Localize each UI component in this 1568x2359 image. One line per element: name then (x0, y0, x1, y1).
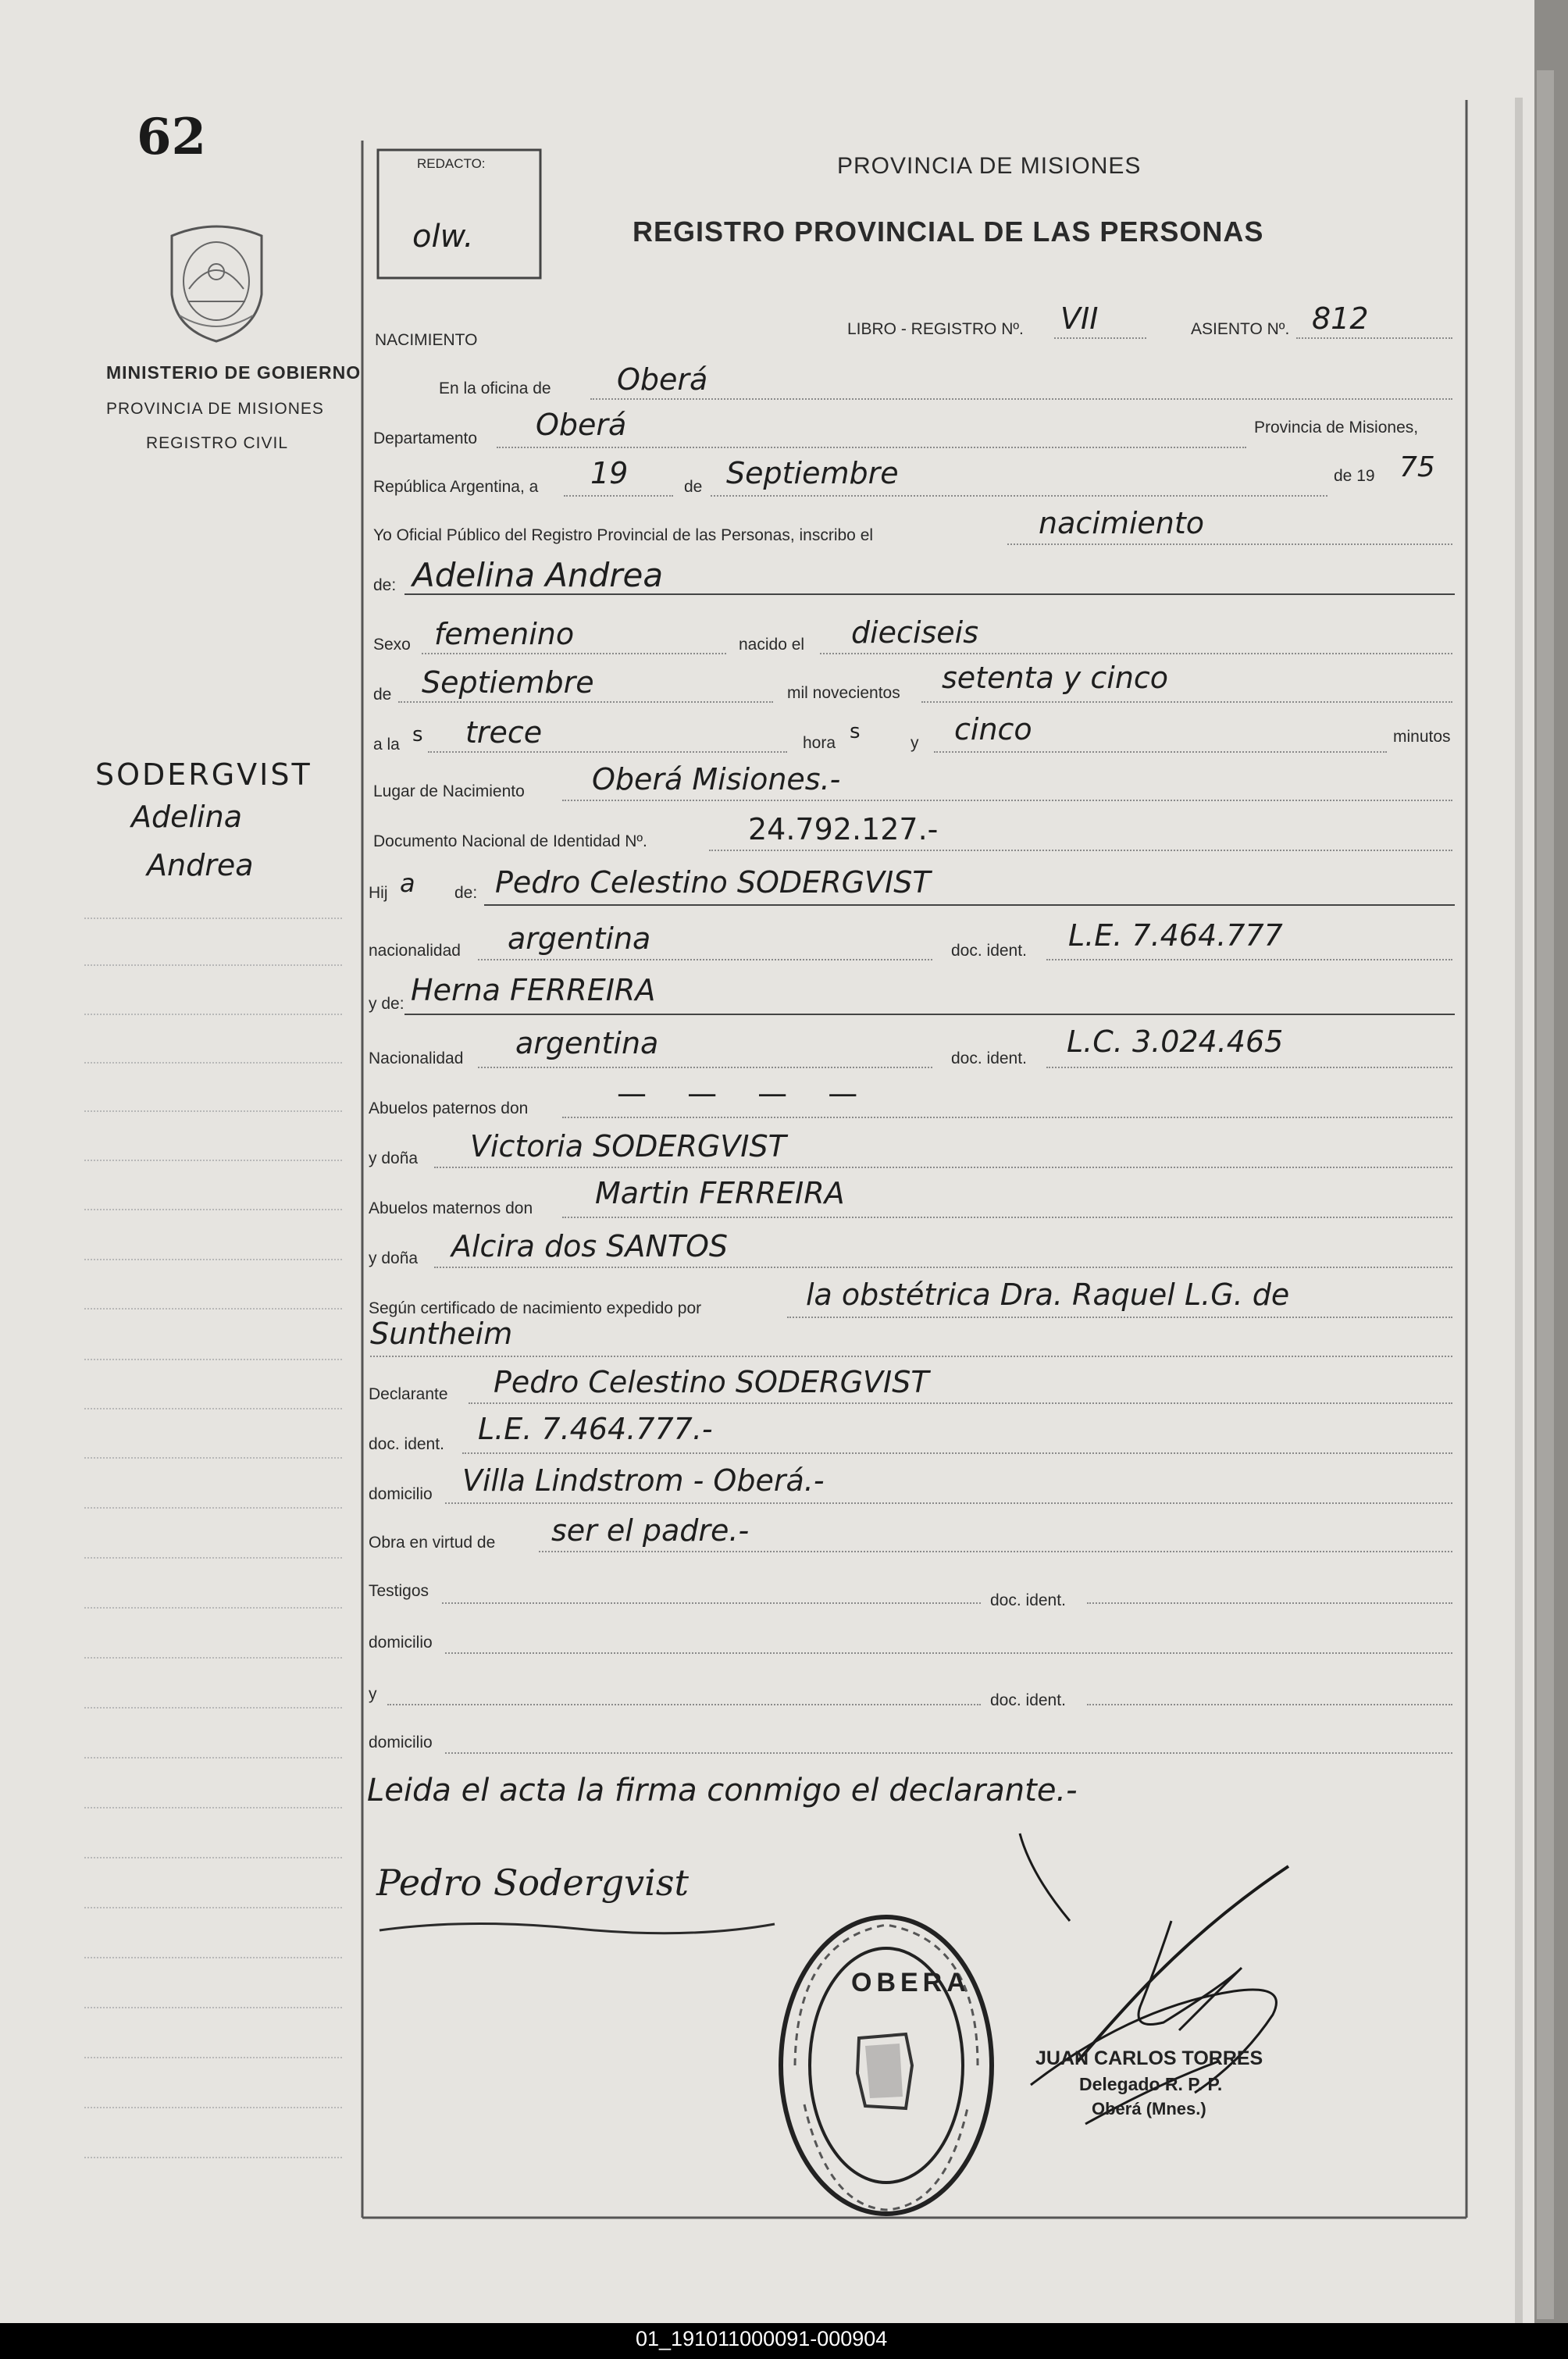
testigos-doc-label: doc. ident. (990, 1591, 1066, 1609)
hora-a-la-label: a la (373, 736, 400, 754)
declarant-signature-underline (375, 1913, 781, 1944)
inscribo-label: Yo Oficial Público del Registro Provincial de las Personas, inscribo el (373, 526, 874, 544)
certificado-value-cont: Suntheim (370, 1317, 513, 1351)
madre-label: y de: (369, 995, 404, 1013)
certificado-label: Según certificado de nacimiento expedido por (369, 1299, 702, 1317)
mes-label: de (373, 686, 392, 704)
hora-value: trece (465, 715, 543, 750)
margin-given-name: Adelina (131, 800, 242, 834)
official-signature (960, 1827, 1320, 2171)
fecha-month: Septiembre (726, 456, 899, 490)
abuelos-maternos-value: Martin FERREIRA (595, 1176, 845, 1210)
minutos-value: cinco (954, 712, 1032, 747)
doc-padre-label: doc. ident. (951, 942, 1027, 960)
nacido-value: dieciseis (851, 615, 979, 650)
abuelos-paternos-value: — — — — (617, 1076, 874, 1110)
abuela-materna-value: Alcira dos SANTOS (451, 1229, 729, 1263)
testigos-label: Testigos (369, 1582, 429, 1600)
sexo-value: femenino (434, 617, 575, 651)
inscribo-value: nacimiento (1039, 506, 1205, 540)
dni-value: 24.792.127.- (748, 812, 939, 846)
mes-value: Septiembre (422, 665, 594, 700)
nacionalidad-padre-label: nacionalidad (369, 942, 461, 960)
mil-value: setenta y cinco (942, 661, 1169, 695)
abuela-materna-label: y doña (369, 1249, 419, 1267)
fecha-de-year: de 19 (1334, 467, 1375, 485)
declarante-value: Pedro Celestino SODERGVIST (494, 1365, 929, 1399)
nacionalidad-madre-label: Nacionalidad (369, 1049, 464, 1067)
lugar-label: Lugar de Nacimiento (373, 782, 525, 800)
doc-declarante-label: doc. ident. (369, 1435, 444, 1453)
lugar-value: Oberá Misiones.- (592, 762, 841, 796)
abuelos-paternos-label: Abuelos paternos don (369, 1099, 529, 1117)
footer-image-id: 01_191011000091-000904 (636, 2327, 888, 2350)
y-testigo-label: y (369, 1685, 377, 1703)
provincia-suffix: Provincia de Misiones, (1254, 419, 1419, 437)
doc-madre-label: doc. ident. (951, 1049, 1027, 1067)
mil-label: mil novecientos (787, 684, 900, 702)
abuela-paterna-value: Victoria SODERGVIST (470, 1129, 786, 1163)
act-type-label: NACIMIENTO (375, 331, 478, 349)
abuelos-maternos-label: Abuelos maternos don (369, 1199, 533, 1217)
minutos-label: minutos (1393, 728, 1451, 746)
sexo-label: Sexo (373, 636, 411, 654)
libro-value: VII (1060, 301, 1099, 336)
declarant-signature: Pedro Sodergvist (376, 1862, 689, 1904)
page-number: 62 (137, 108, 207, 166)
domicilio3-label: domicilio (369, 1734, 433, 1751)
nacionalidad-madre-value: argentina (515, 1026, 659, 1060)
child-name: Adelina Andrea (412, 556, 664, 594)
doc-madre-value: L.C. 3.024.465 (1067, 1024, 1284, 1059)
stamp-center-text: OBERA (851, 1968, 971, 1997)
closing-statement: Leida el acta la firma conmigo el declarante.- (367, 1773, 1078, 1808)
oficina-label: En la oficina de (439, 380, 551, 397)
domicilio-value: Villa Lindstrom - Oberá.- (462, 1463, 825, 1498)
doc-declarante-value: L.E. 7.464.777.- (478, 1412, 713, 1446)
de-nombre-label: de: (373, 576, 397, 594)
hijo-gender: a (400, 868, 415, 898)
margin-surname: SODERGVIST (95, 757, 312, 792)
nacionalidad-padre-value: argentina (508, 921, 651, 956)
official-place: Oberá (Mnes.) (1092, 2099, 1206, 2118)
coat-of-arms-icon (164, 220, 269, 344)
ministry-title: MINISTERIO DE GOBIERNO (106, 362, 362, 383)
y-testigo-doc-label: doc. ident. (990, 1691, 1066, 1709)
hora-a-la-suffix: s (412, 723, 423, 747)
domicilio2-label: domicilio (369, 1634, 433, 1652)
province-heading: PROVINCIA DE MISIONES (837, 153, 1142, 179)
departamento-value: Oberá (536, 408, 627, 442)
hijo-de-label: de: (454, 884, 478, 902)
mother-name: Herna FERREIRA (411, 973, 656, 1007)
hijo-label: Hij (369, 884, 388, 902)
obra-value: ser el padre.- (551, 1513, 750, 1548)
certificado-value: la obstétrica Dra. Raquel L.G. de (806, 1277, 1290, 1312)
official-name: JUAN CARLOS TORRES (1035, 2047, 1263, 2069)
fecha-day: 19 (590, 456, 629, 490)
asiento-value: 812 (1312, 301, 1369, 336)
hora-label: hora (803, 734, 836, 752)
hora-y-label: y (911, 734, 919, 752)
nacido-label: nacido el (739, 636, 805, 654)
official-title: Delegado R. P. P. (1079, 2074, 1223, 2094)
hora-suffix: s (850, 720, 861, 743)
redacto-initials: olw. (412, 219, 474, 255)
dni-label: Documento Nacional de Identidad Nº. (373, 832, 647, 850)
fecha-de: de (684, 478, 703, 496)
declarante-label: Declarante (369, 1385, 448, 1403)
departamento-label: Departamento (373, 429, 478, 447)
father-name: Pedro Celestino SODERGVIST (495, 865, 931, 900)
registry-heading: REGISTRO PROVINCIAL DE LAS PERSONAS (633, 216, 1264, 248)
fecha-year: 75 (1399, 451, 1435, 483)
fecha-label: República Argentina, a (373, 478, 539, 496)
ministry-registry: REGISTRO CIVIL (146, 434, 289, 452)
redacto-label: REDACTO: (417, 156, 486, 171)
ministry-province: PROVINCIA DE MISIONES (106, 400, 324, 418)
domicilio-label: domicilio (369, 1485, 433, 1503)
oficina-value: Oberá (617, 362, 708, 397)
asiento-label: ASIENTO Nº. (1191, 320, 1290, 338)
obra-label: Obra en virtud de (369, 1534, 496, 1552)
doc-padre-value: L.E. 7.464.777 (1068, 918, 1283, 953)
abuela-paterna-label: y doña (369, 1149, 419, 1167)
libro-label: LIBRO - REGISTRO Nº. (847, 320, 1024, 338)
margin-second-name: Andrea (147, 848, 254, 882)
